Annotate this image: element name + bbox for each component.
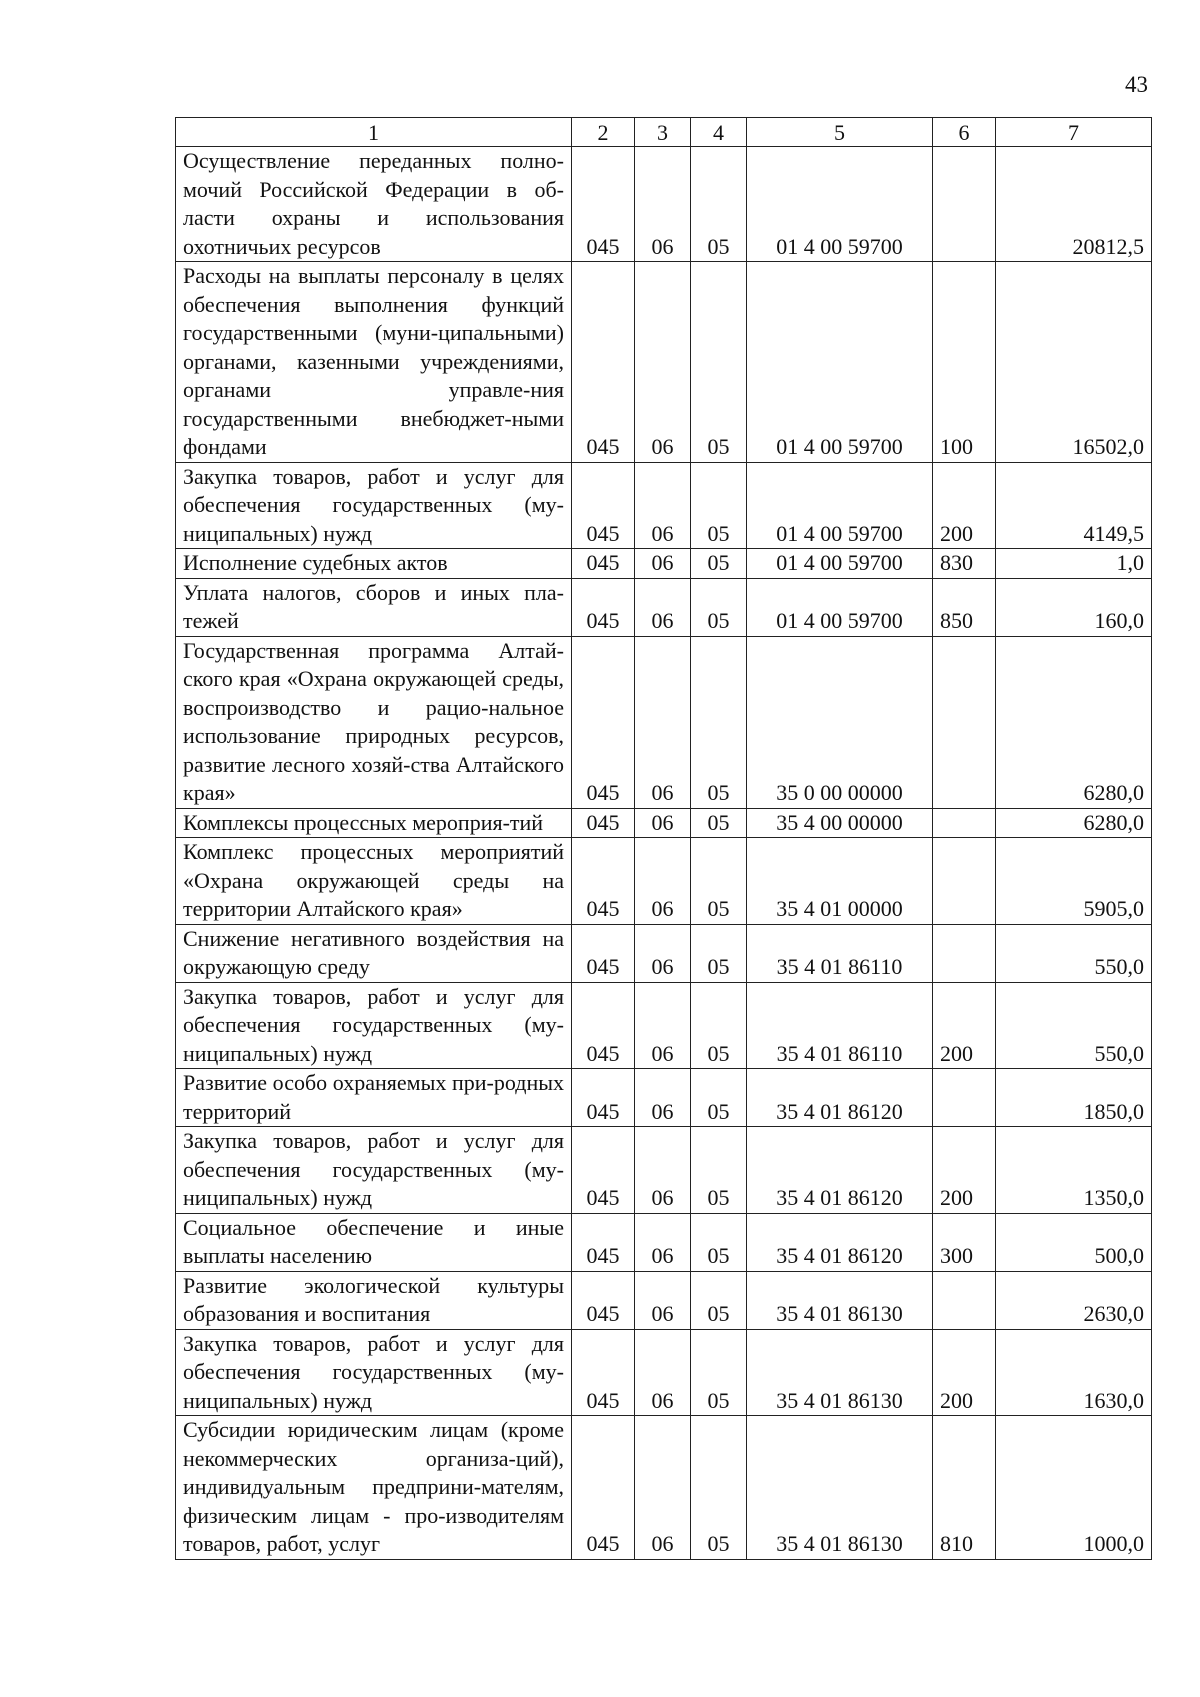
expense-name: Развитие экологической культуры образования и воспитания bbox=[176, 1271, 572, 1329]
amount: 2630,0 bbox=[996, 1271, 1152, 1329]
target-article: 35 0 00 00000 bbox=[747, 636, 933, 808]
expense-name: Развитие особо охраняемых при-родных территорий bbox=[176, 1069, 572, 1127]
target-article: 01 4 00 59700 bbox=[747, 147, 933, 262]
ministry-code: 045 bbox=[572, 262, 635, 463]
ministry-code: 045 bbox=[572, 1329, 635, 1416]
table-row bbox=[176, 636, 1152, 808]
expense-type: 200 bbox=[933, 462, 996, 549]
table-row bbox=[176, 1127, 1152, 1214]
amount: 550,0 bbox=[996, 924, 1152, 982]
expense-type bbox=[933, 636, 996, 808]
expense-name: Комплексы процессных мероприя-тий bbox=[176, 808, 572, 838]
expense-name: Осуществление переданных полно-мочий Российской Федерации в об-ласти охраны и использования охотничьих ресурсов bbox=[176, 147, 572, 262]
target-article: 01 4 00 59700 bbox=[747, 549, 933, 579]
ministry-code: 045 bbox=[572, 1416, 635, 1560]
amount: 4149,5 bbox=[996, 462, 1152, 549]
table-row bbox=[176, 1329, 1152, 1416]
subsection-code: 05 bbox=[691, 924, 747, 982]
target-article: 35 4 01 86110 bbox=[747, 982, 933, 1069]
ministry-code: 045 bbox=[572, 982, 635, 1069]
header-col-7: 7 bbox=[996, 118, 1152, 147]
expense-type bbox=[933, 1069, 996, 1127]
expense-name: Исполнение судебных актов bbox=[176, 549, 572, 579]
subsection-code: 05 bbox=[691, 636, 747, 808]
header-col-2: 2 bbox=[572, 118, 635, 147]
ministry-code: 045 bbox=[572, 924, 635, 982]
expense-type: 850 bbox=[933, 578, 996, 636]
ministry-code: 045 bbox=[572, 1127, 635, 1214]
section-code: 06 bbox=[635, 982, 691, 1069]
subsection-code: 05 bbox=[691, 147, 747, 262]
expense-name: Снижение негативного воздействия на окружающую среду bbox=[176, 924, 572, 982]
section-code: 06 bbox=[635, 147, 691, 262]
section-code: 06 bbox=[635, 549, 691, 579]
table-row bbox=[176, 838, 1152, 925]
ministry-code: 045 bbox=[572, 808, 635, 838]
expense-type: 200 bbox=[933, 982, 996, 1069]
section-code: 06 bbox=[635, 1069, 691, 1127]
expense-name: Закупка товаров, работ и услуг для обеспечения государственных (му-ниципальных) нужд bbox=[176, 982, 572, 1069]
target-article: 35 4 01 86120 bbox=[747, 1127, 933, 1214]
target-article: 35 4 01 86130 bbox=[747, 1329, 933, 1416]
target-article: 35 4 01 86130 bbox=[747, 1271, 933, 1329]
section-code: 06 bbox=[635, 1127, 691, 1214]
ministry-code: 045 bbox=[572, 1271, 635, 1329]
target-article: 01 4 00 59700 bbox=[747, 462, 933, 549]
ministry-code: 045 bbox=[572, 838, 635, 925]
section-code: 06 bbox=[635, 636, 691, 808]
table-row bbox=[176, 982, 1152, 1069]
subsection-code: 05 bbox=[691, 1069, 747, 1127]
amount: 500,0 bbox=[996, 1213, 1152, 1271]
table-row bbox=[176, 808, 1152, 838]
expense-name: Закупка товаров, работ и услуг для обеспечения государственных (му-ниципальных) нужд bbox=[176, 462, 572, 549]
expense-name: Социальное обеспечение и иные выплаты населению bbox=[176, 1213, 572, 1271]
amount: 6280,0 bbox=[996, 636, 1152, 808]
section-code: 06 bbox=[635, 1213, 691, 1271]
header-col-6: 6 bbox=[933, 118, 996, 147]
table-row bbox=[176, 147, 1152, 262]
table-row bbox=[176, 924, 1152, 982]
expense-type bbox=[933, 838, 996, 925]
ministry-code: 045 bbox=[572, 578, 635, 636]
table-row bbox=[176, 578, 1152, 636]
header-col-3: 3 bbox=[635, 118, 691, 147]
subsection-code: 05 bbox=[691, 1127, 747, 1214]
subsection-code: 05 bbox=[691, 262, 747, 463]
section-code: 06 bbox=[635, 1416, 691, 1560]
section-code: 06 bbox=[635, 1271, 691, 1329]
expense-name: Комплекс процессных мероприятий «Охрана окружающей среды на территории Алтайского края» bbox=[176, 838, 572, 925]
section-code: 06 bbox=[635, 462, 691, 549]
ministry-code: 045 bbox=[572, 1213, 635, 1271]
expense-name: Расходы на выплаты персоналу в целях обеспечения выполнения функций государственными (муни-ципальными) органами, казенными учреждениями, органами управле-ния государственными внебюджет-ными фондами bbox=[176, 262, 572, 463]
subsection-code: 05 bbox=[691, 549, 747, 579]
amount: 20812,5 bbox=[996, 147, 1152, 262]
ministry-code: 045 bbox=[572, 1069, 635, 1127]
subsection-code: 05 bbox=[691, 462, 747, 549]
amount: 1000,0 bbox=[996, 1416, 1152, 1560]
table-row bbox=[176, 1069, 1152, 1127]
amount: 160,0 bbox=[996, 578, 1152, 636]
expense-name: Уплата налогов, сборов и иных пла-тежей bbox=[176, 578, 572, 636]
target-article: 35 4 01 86110 bbox=[747, 924, 933, 982]
target-article: 01 4 00 59700 bbox=[747, 262, 933, 463]
expense-type bbox=[933, 924, 996, 982]
subsection-code: 05 bbox=[691, 1416, 747, 1560]
section-code: 06 bbox=[635, 1329, 691, 1416]
ministry-code: 045 bbox=[572, 462, 635, 549]
subsection-code: 05 bbox=[691, 1329, 747, 1416]
amount: 1850,0 bbox=[996, 1069, 1152, 1127]
budget-table bbox=[175, 117, 1152, 1560]
table-row bbox=[176, 549, 1152, 579]
section-code: 06 bbox=[635, 838, 691, 925]
section-code: 06 bbox=[635, 924, 691, 982]
expense-type: 300 bbox=[933, 1213, 996, 1271]
amount: 16502,0 bbox=[996, 262, 1152, 463]
header-col-1: 1 bbox=[176, 118, 572, 147]
subsection-code: 05 bbox=[691, 1213, 747, 1271]
target-article: 35 4 01 86130 bbox=[747, 1416, 933, 1560]
expense-type bbox=[933, 147, 996, 262]
target-article: 35 4 01 86120 bbox=[747, 1069, 933, 1127]
amount: 1630,0 bbox=[996, 1329, 1152, 1416]
expense-type: 200 bbox=[933, 1329, 996, 1416]
ministry-code: 045 bbox=[572, 147, 635, 262]
table-row bbox=[176, 1213, 1152, 1271]
target-article: 35 4 01 00000 bbox=[747, 838, 933, 925]
target-article: 01 4 00 59700 bbox=[747, 578, 933, 636]
target-article: 35 4 01 86120 bbox=[747, 1213, 933, 1271]
subsection-code: 05 bbox=[691, 1271, 747, 1329]
page-number: 43 bbox=[1125, 72, 1148, 97]
header-row bbox=[176, 118, 1152, 147]
table-row bbox=[176, 262, 1152, 463]
table-row bbox=[176, 1271, 1152, 1329]
header-col-4: 4 bbox=[691, 118, 747, 147]
ministry-code: 045 bbox=[572, 549, 635, 579]
expense-type: 100 bbox=[933, 262, 996, 463]
section-code: 06 bbox=[635, 808, 691, 838]
subsection-code: 05 bbox=[691, 982, 747, 1069]
expense-type: 810 bbox=[933, 1416, 996, 1560]
amount: 5905,0 bbox=[996, 838, 1152, 925]
expense-type bbox=[933, 808, 996, 838]
expense-type: 200 bbox=[933, 1127, 996, 1214]
ministry-code: 045 bbox=[572, 636, 635, 808]
amount: 1,0 bbox=[996, 549, 1152, 579]
expense-type: 830 bbox=[933, 549, 996, 579]
subsection-code: 05 bbox=[691, 838, 747, 925]
expense-type bbox=[933, 1271, 996, 1329]
section-code: 06 bbox=[635, 262, 691, 463]
subsection-code: 05 bbox=[691, 578, 747, 636]
amount: 550,0 bbox=[996, 982, 1152, 1069]
table-row bbox=[176, 1416, 1152, 1560]
expense-name: Государственная программа Алтай-ского края «Охрана окружающей среды, воспроизводство и рацио-нальное использование природных ресурсов, развитие лесного хозяй-ства Алтайского края» bbox=[176, 636, 572, 808]
header-col-5: 5 bbox=[747, 118, 933, 147]
target-article: 35 4 00 00000 bbox=[747, 808, 933, 838]
subsection-code: 05 bbox=[691, 808, 747, 838]
expense-name: Субсидии юридическим лицам (кроме некоммерческих организа-ций), индивидуальным предприни-мателям, физическим лицам - про-изводителям товаров, работ, услуг bbox=[176, 1416, 572, 1560]
section-code: 06 bbox=[635, 578, 691, 636]
amount: 1350,0 bbox=[996, 1127, 1152, 1214]
expense-name: Закупка товаров, работ и услуг для обеспечения государственных (му-ниципальных) нужд bbox=[176, 1329, 572, 1416]
table-row bbox=[176, 462, 1152, 549]
expense-name: Закупка товаров, работ и услуг для обеспечения государственных (му-ниципальных) нужд bbox=[176, 1127, 572, 1214]
amount: 6280,0 bbox=[996, 808, 1152, 838]
